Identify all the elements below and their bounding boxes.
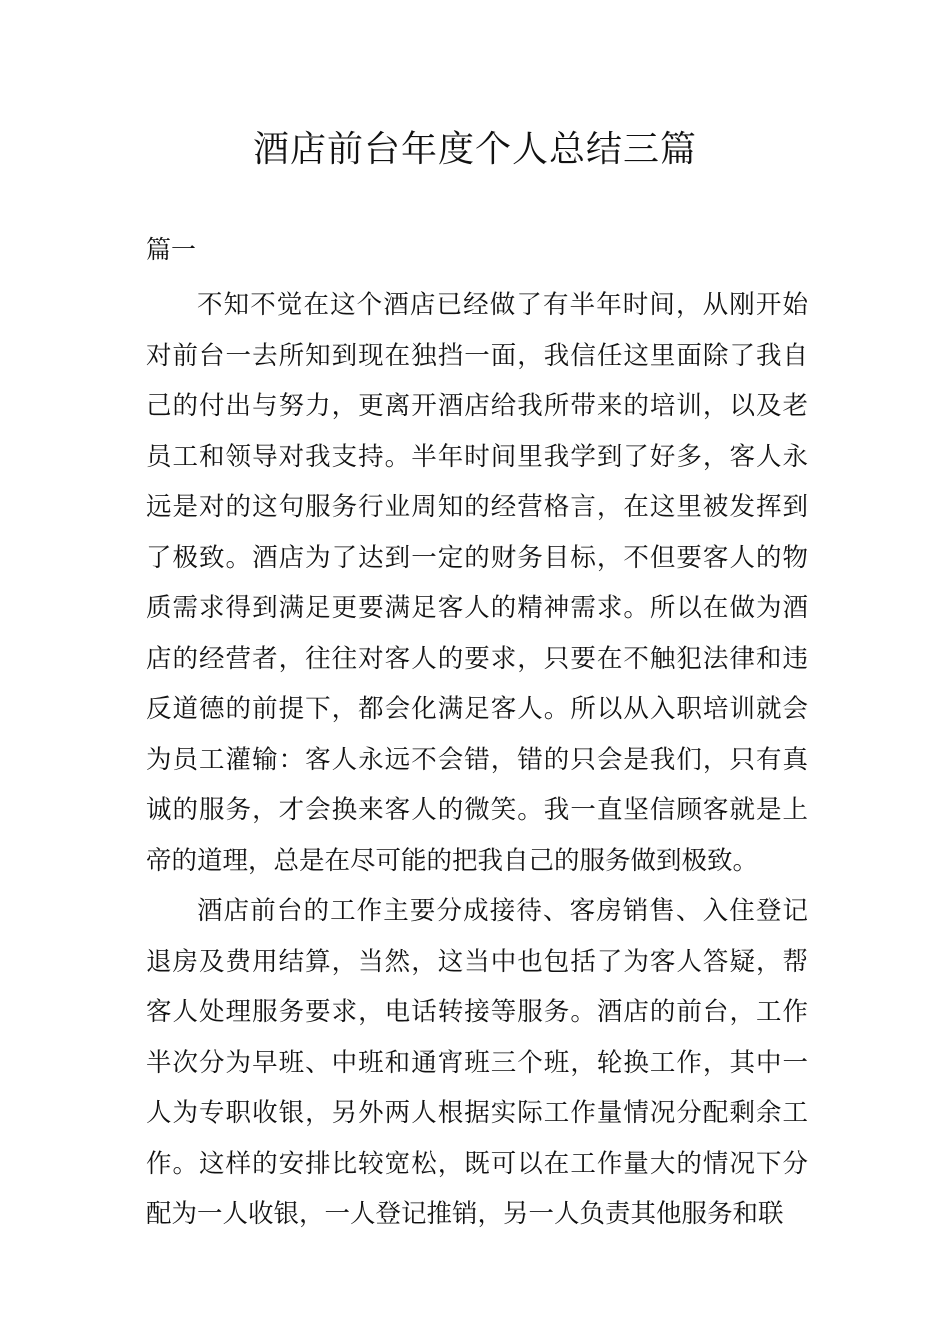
document-title: 酒店前台年度个人总结三篇 bbox=[252, 129, 697, 170]
paragraph: 酒店前台的工作主要分成接待、客房销售、入住登记退房及费用结算，当然，这当中也包括了为客人答疑，帮客人处理服务要求，电话转接等服务。酒店的前台，工作半次分为早班、中班和通宵班三个班，轮换工作，其中一人为专职收银，另外两人根据实际工作量情况分配剩余工作。这样的安排比较宽松，既可以在工作量大的情况下分配为一人收银，一人登记推销，另一人负责其他服务和联 bbox=[146, 896, 808, 1229]
section-label: 篇一 bbox=[146, 235, 197, 264]
document-body bbox=[146, 280, 808, 1240]
paragraph: 不知不觉在这个酒店已经做了有半年时间，从刚开始对前台一去所知到现在独挡一面，我信任这里面除了我自己的付出与努力，更离开酒店给我所带来的培训，以及老员工和领导对我支持。半年时间里我学到了好多，客人永远是对的这句服务行业周知的经营格言，在这里被发挥到了极致。酒店为了达到一定的财务目标，不但要客人的物质需求得到满足更要满足客人的精神需求。所以在做为酒店的经营者，往往对客人的要求，只要在不触犯法律和违反道德的前提下，都会化满足客人。所以从入职培训就会为员工灌输：客人永远不会错，错的只会是我们，只有真诚的服务，才会换来客人的微笑。我一直坚信顾客就是上帝的道理，总是在尽可能的把我自己的服务做到极致。 bbox=[146, 290, 808, 876]
